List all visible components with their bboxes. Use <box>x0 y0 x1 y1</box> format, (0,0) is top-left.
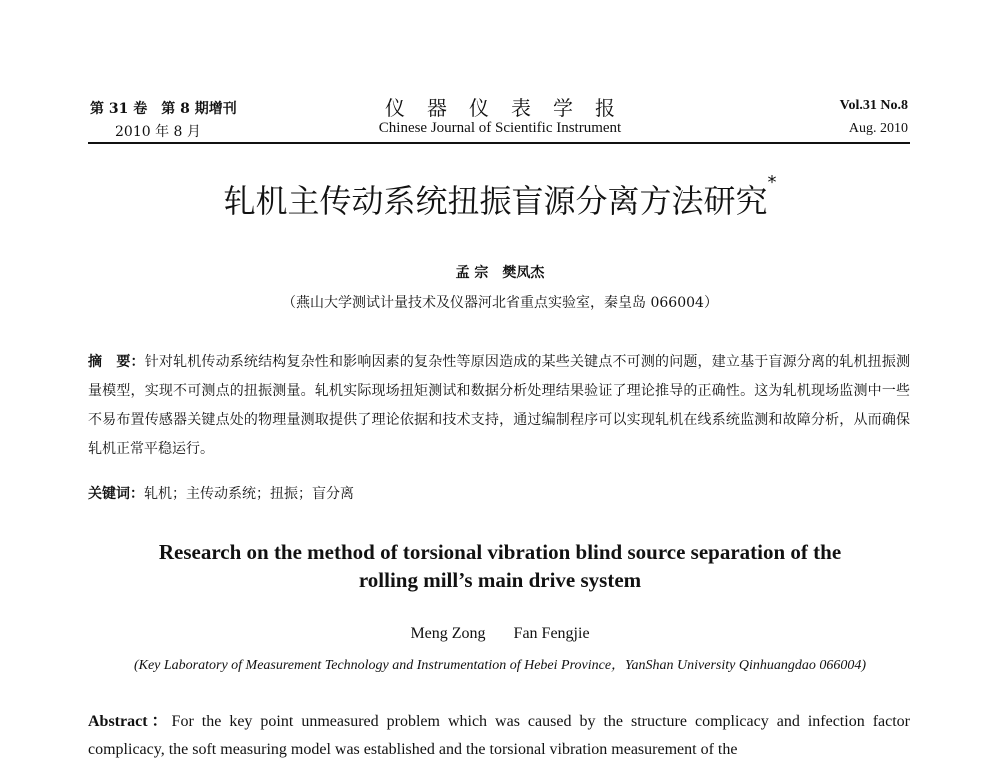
abstract-cn <box>88 348 910 464</box>
paper-title-en-line2: rolling mill’s main drive system <box>358 568 642 592</box>
author-en-1: Meng Zong <box>410 625 486 642</box>
abstract-en-text: For the key point unmeasured problem which was caused by the structure complicacy and infection factor complicacy, the soft measuring model was established and the torsional vibration measurement of the <box>88 713 910 758</box>
date-en: Aug. 2010 <box>848 121 908 136</box>
abstract-en <box>88 708 910 764</box>
authors-en <box>0 625 1000 643</box>
journal-name-cn: 仪器仪表学报 <box>385 96 637 120</box>
keywords-cn-label: 关键词： <box>88 486 144 502</box>
volume-issue-en: Vol.31 No.8 <box>839 98 908 113</box>
abstract-en-label: Abstract： <box>88 713 172 730</box>
paper-title-cn-text: 轧机主传动系统扭振盲源分离方法研究 <box>223 182 768 220</box>
author-en-2: Fan Fengjie <box>513 625 590 642</box>
paper-title-cn <box>0 172 1000 222</box>
paper-title-en-line1: Research on the method of torsional vibration blind source separation of the <box>158 540 842 564</box>
keywords-cn <box>88 483 354 503</box>
journal-name-en: Chinese Journal of Scientific Instrument <box>378 120 622 136</box>
abstract-cn-text: 针对轧机传动系统结构复杂性和影响因素的复杂性等原因造成的某些关键点不可测的问题，建立基于盲源分离的轧机扭振测量模型，实现不可测点的扭振测量。轧机实际现场扭矩测试和数据分析处理结果验证了理论推导的正确性。这为轧机现场监测中一些不易布置传感器关键点处的物理量测取提供了理论依据和技术支持，通过编制程序可以实现轧机在线系统监测和故障分析，从而确保轧机正常平稳运行。 <box>88 354 910 457</box>
paper-title-en <box>0 538 1000 594</box>
volume-issue-cn: 第 31 卷 第 8 期增刊 <box>90 101 237 117</box>
abstract-cn-label: 摘 要： <box>88 354 145 370</box>
affiliation-cn: （燕山大学测试计量技术及仪器河北省重点实验室，秦皇岛 066004） <box>282 295 718 311</box>
title-footnote-mark: * <box>767 172 777 193</box>
header-rule <box>88 142 910 144</box>
keywords-cn-text: 轧机；主传动系统；扭振；盲分离 <box>144 486 354 502</box>
date-cn: 2010 年 8 月 <box>115 124 201 140</box>
authors-cn: 孟 宗 樊凤杰 <box>455 265 545 281</box>
affiliation-en: (Key Laboratory of Measurement Technology and Instrumentation of Hebei Province，YanShan University Qinhuangdao 066004) <box>133 658 867 673</box>
